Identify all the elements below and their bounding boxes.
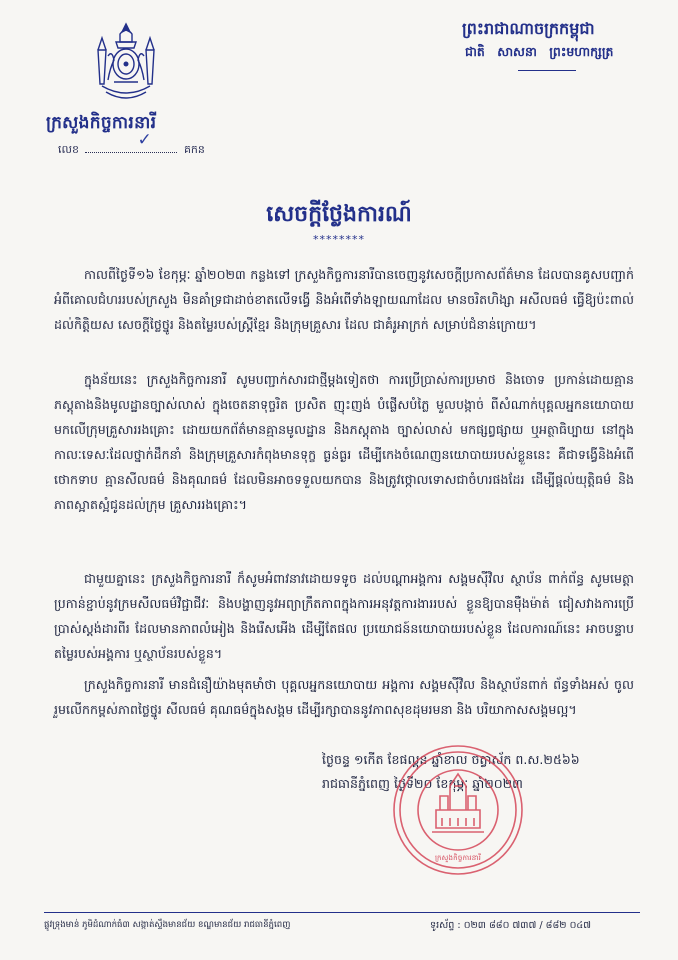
- title-ornament: ********: [313, 233, 365, 246]
- paragraph-text: កាលពីថ្ងៃទី១៦ ខែកុម្ភៈ ឆ្នាំ២០២៣ កន្លងទៅ ក្រសួងកិច្ចការនារីបានចេញនូវសេចក្តីប្រកាសព័ត៌មាន ដែលបានគូសបញ្ជាក់អំពីគោលជំហររបស់ក្រសួង មិនគាំទ្រជាដាច់ខាតលើទង្វើ និងអំពើទាំងឡាយណាដែល មានចរិតហិង្សា អសីលធម៌ ធ្វើឱ្យប៉ះពាល់ដល់កិត្តិយស សេចក្តីថ្លៃថ្នូរ និងតម្លៃរបស់ស្ត្រីខ្មែរ និងក្រុមគ្រួសារ ដែល ជាគំរូអាក្រក់ សម្រាប់ជំនាន់ក្រោយ។: [54, 267, 634, 332]
- paragraph-text: ក្នុងន័យនេះ ក្រសួងកិច្ចការនារី សូមបញ្ជាក់សារជាថ្មីម្តងទៀតថា ការប្រើប្រាស់ការប្រមាថ និងចោទ ប្រកាន់ដោយគ្មានភស្តុតាងនិងមូលដ្ឋានច្បាស់លាស់ ក្នុងចេតនាទុច្ចរិត ប្រសិត ញុះញង់ បំផ្លើសបំភ្លៃ មួលបង្កាច់ ពីសំណាក់បុគ្គលអ្នកនយោបាយ មកលើក្រុមគ្រួសាររងគ្រោះ ដោយយកព័ត៌មានគ្មានមូលដ្ឋាន និងភស្តុតាង ច្បាស់លាស់ មកផ្សព្វផ្សាយ ឬអត្ថាធិប្បាយ នៅក្នុងកាលៈទេសៈដែលថ្នាក់ដឹកនាំ និងក្រុមគ្រួសារកំពុងមានទុក្ខ ធ្ងន់ធ្ងរ ដើម្បីកេងចំណេញនយោបាយរបស់ខ្លួននេះ គឺជាទង្វើនិងអំពើ ថោកទាប គ្មានសីលធម៌ និងគុណធម៌ ដែលមិនអាចទទួលយកបាន និងត្រូវថ្កោលទោសជាចំហរផងដែរ ដើម្បីផ្តល់យុត្តិធម៌ និងភាពស្អាតស្អំជូនដល់ក្រុម គ្រួសាររងគ្រោះ។: [54, 372, 634, 512]
- royal-coat-of-arms-emblem: [86, 20, 166, 104]
- lunar-date-line: ថ្ងៃចន្ទ ១កើត ខែផល្គុន ឆ្នាំខាល ចត្វាស័ក ព.ស.២៥៦៦: [322, 752, 580, 767]
- kingdom-header: ព្រះរាជាណាចក្រកម្ពុជា: [462, 19, 595, 38]
- footer-phone: ទូរស័ព្ទ : ០២៣ ៨៨០ ៧៣៧ / ៨៨២ ០៤៧: [430, 920, 592, 931]
- paragraph-2: [54, 367, 634, 517]
- motto-divider: [518, 70, 576, 71]
- reference-number-blank: [85, 130, 177, 153]
- paragraph-1: [54, 262, 634, 337]
- ministry-name: ក្រសួងកិច្ចការនារី: [46, 113, 157, 133]
- paragraph-text: ក្រសួងកិច្ចការនារី មានជំនឿយ៉ាងមុតមាំថា បុគ្គលអ្នកនយោបាយ អង្គការ សង្គមស៊ីវិល និងស្ថាប័នពាក់ ព័ន្ធទាំងអស់ ចូលរួមលើកកម្ពស់ភាពថ្លៃថ្នូរ សីលធម៌ គុណធម៌ក្នុងសង្គម ដើម្បីរក្សាបាននូវភាពសុខដុមរមនា និង បរិយាកាសសង្គមល្អ។: [54, 677, 634, 717]
- document-title: សេចក្តីថ្លែងការណ៍: [266, 202, 412, 227]
- paragraph-text: ជាមួយគ្នានេះ ក្រសួងកិច្ចការនារី ក៏សូមអំពាវនាវដោយទទូច ដល់បណ្តាអង្គការ សង្គមស៊ីវិល ស្ថាប័ន ពាក់ព័ន្ធ សូមមេត្តាប្រកាន់ខ្ជាប់នូវក្រមសីលធម៌វិជ្ជាជីវៈ និងបង្ហាញនូវអព្យាក្រឹតភាពក្នុងការអនុវត្តការងាររបស់ ខ្លួនឱ្យបានម៉ឺងម៉ាត់ ជៀសវាងការប្រើប្រាស់ស្តង់ដារពីរ ដែលមានភាពលំអៀង និងរើសអើង ដើម្បីតែផល ប្រយោជន៍នយោបាយរបស់ខ្លួន ដែលការណ៍នេះ អាចបន្ទាបតម្លៃរបស់អង្គការ ឬស្ថាប័នរបស់ខ្លួន។: [54, 571, 634, 661]
- solar-date-line: រាជធានីភ្នំពេញ ថ្ងៃទី២០ ខែកុម្ភៈ ឆ្នាំ២០២៣: [322, 776, 523, 791]
- reference-suffix: គកន: [183, 143, 205, 156]
- check-mark-icon: ✓: [137, 130, 152, 150]
- footer-address: ផ្លូវទ្រុងមាន់ ភូមិដំណាក់ធំ៣ សង្កាត់ស្ទឹងមានជ័យ ខណ្ឌមានជ័យ រាជធានីភ្នំពេញ: [44, 920, 291, 930]
- seal-caption: ក្រសួងកិច្ចការនារី: [434, 854, 482, 862]
- paragraph-4: [54, 672, 634, 722]
- footer-divider: [44, 912, 640, 913]
- reference-number-line: [58, 130, 205, 159]
- national-motto: ជាតិ សាសនា ព្រះមហាក្សត្រ: [465, 44, 614, 59]
- paragraph-3: [54, 566, 634, 666]
- reference-label: លេខ: [58, 143, 79, 156]
